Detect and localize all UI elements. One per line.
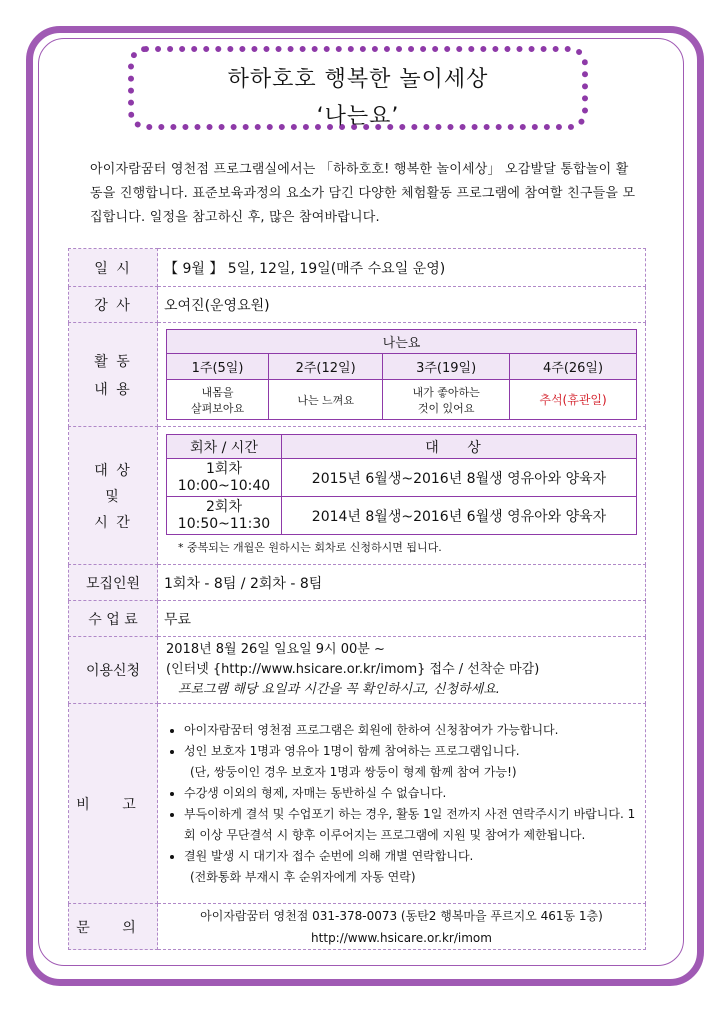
- title-sub: ‘나는요’: [316, 104, 400, 129]
- activity-cell: [158, 323, 646, 427]
- content-3-line2: 것이 있어요: [417, 401, 475, 415]
- remark-5: [184, 846, 639, 888]
- row-fee: [69, 601, 646, 637]
- header-session-time: 회차 / 시간: [167, 435, 282, 459]
- apply-notice: 프로그램 해당 요일과 시간을 꼭 확인하시고, 신청하세요.: [178, 682, 500, 697]
- remarks-cell: [158, 704, 646, 904]
- activity-table: [166, 329, 637, 420]
- session-1-name: 1회차: [206, 460, 242, 477]
- content-3: [383, 380, 510, 420]
- label-activity-1: 활 동: [94, 353, 132, 370]
- value-instructor: 오여진(운영요원): [158, 287, 646, 323]
- duplicate-note: * 중복되는 개월은 원하시는 회차로 신청하시면 됩니다.: [178, 541, 442, 554]
- session-row-1: [167, 459, 637, 497]
- content-4-holiday: 추석(휴관일): [510, 380, 637, 420]
- session-2-range: 10:50~11:30: [177, 515, 271, 532]
- session-2-time: [167, 497, 282, 535]
- row-target: [69, 427, 646, 565]
- target-header-row: [167, 435, 637, 459]
- info-table: [68, 248, 646, 950]
- contact-cell: [158, 904, 646, 950]
- row-apply: [69, 637, 646, 704]
- value-date: 【 9월 】 5일, 12일, 19일(매주 수요일 운영): [158, 249, 646, 287]
- apply-start: 2018년 8월 26일 일요일 9시 00분 ~: [166, 642, 385, 657]
- row-date: [69, 249, 646, 287]
- label-target-1: 대 상: [94, 462, 132, 479]
- apply-method: (인터넷 {http://www.hsicare.or.kr/imom} 접수 / 선착순 마감): [166, 662, 540, 677]
- target-table: [166, 434, 637, 535]
- remark-5-sub: (전화통화 부재시 후 순위자에게 자동 연락): [190, 869, 416, 884]
- label-target: [69, 427, 158, 565]
- label-target-3: 시 간: [94, 514, 132, 531]
- label-target-2: 및: [105, 488, 121, 505]
- value-fee: 무료: [158, 601, 646, 637]
- remarks-list: [164, 714, 639, 894]
- activity-title-row: [167, 330, 637, 354]
- activity-weeks-row: [167, 354, 637, 380]
- label-recruit: 모집인원: [69, 565, 158, 601]
- label-contact: 문 의: [69, 904, 158, 950]
- week-1: 1주(5일): [167, 354, 269, 380]
- remark-2-text: 성인 보호자 1명과 영유아 1명이 함께 참여하는 프로그램입니다.: [184, 743, 520, 758]
- week-2: 2주(12일): [269, 354, 383, 380]
- remark-5-text: 결원 발생 시 대기자 접수 순번에 의해 개별 연락합니다.: [184, 848, 474, 863]
- apply-cell: [158, 637, 646, 704]
- target-cell: [158, 427, 646, 565]
- row-instructor: [69, 287, 646, 323]
- label-apply: 이용신청: [69, 637, 158, 704]
- remark-2-sub: (단, 쌍둥이인 경우 보호자 1명과 쌍둥이 형제 함께 참여 가능!): [190, 764, 517, 779]
- content-2: 나는 느껴요: [269, 380, 383, 420]
- remark-3: • 수강생 이외의 형제, 자매는 동반하실 수 없습니다.: [184, 783, 639, 804]
- week-3: 3주(19일): [383, 354, 510, 380]
- remark-2: [184, 741, 639, 783]
- title-main: 하하호호 행복한 놀이세상: [227, 67, 489, 92]
- session-2-target: 2014년 8월생~2016년 6월생 영유아와 양육자: [282, 497, 637, 535]
- session-1-range: 10:00~10:40: [177, 477, 271, 494]
- remark-1: • 아이자람꿈터 영천점 프로그램은 회원에 한하여 신청참여가 가능합니다.: [184, 720, 639, 741]
- remark-4: • 부득이하게 결석 및 수업포기 하는 경우, 활동 1일 전까지 사전 연락주시기 바랍니다. 1회 이상 무단결석 시 향후 이루어지는 프로그램에 지원 및 참여가 제한됩니다.: [184, 804, 639, 846]
- label-activity-2: 내 용: [94, 381, 132, 398]
- content-3-line1: 내가 좋아하는: [412, 385, 480, 399]
- header-target: 대 상: [282, 435, 637, 459]
- label-instructor: 강 사: [69, 287, 158, 323]
- label-remarks: 비 고: [69, 704, 158, 904]
- contact-info: 아이자람꿈터 영천점 031-378-0073 (동탄2 행복마을 푸르지오 461동 1층): [200, 908, 603, 923]
- contact-url[interactable]: http://www.hsicare.or.kr/imom: [311, 930, 492, 945]
- week-4: 4주(26일): [510, 354, 637, 380]
- label-date: 일 시: [69, 249, 158, 287]
- label-fee: 수 업 료: [69, 601, 158, 637]
- session-row-2: [167, 497, 637, 535]
- title-box: [128, 46, 588, 130]
- session-2-name: 2회차: [206, 498, 242, 515]
- content-1: [167, 380, 269, 420]
- value-recruit: 1회차 - 8팀 / 2회차 - 8팀: [158, 565, 646, 601]
- session-1-time: [167, 459, 282, 497]
- activity-contents-row: [167, 380, 637, 420]
- content-1-line2: 살펴보아요: [190, 401, 245, 415]
- row-activity: [69, 323, 646, 427]
- content-1-line1: 내몸을: [201, 385, 234, 399]
- row-contact: [69, 904, 646, 950]
- row-recruit: [69, 565, 646, 601]
- label-activity: [69, 323, 158, 427]
- session-1-target: 2015년 6월생~2016년 8월생 영유아와 양육자: [282, 459, 637, 497]
- row-remarks: [69, 704, 646, 904]
- intro-paragraph: 아이자람꿈터 영천점 프로그램실에서는 「하하호호! 행복한 놀이세상」 오감발달 통합놀이 활동을 진행합니다. 표준보육과정의 요소가 담긴 다양한 체험활동 프로그램에 참여할 친구들을 모집합니다. 일정을 참고하신 후, 많은 참여바랍니다.: [90, 162, 636, 225]
- activity-title: 나는요: [167, 330, 637, 354]
